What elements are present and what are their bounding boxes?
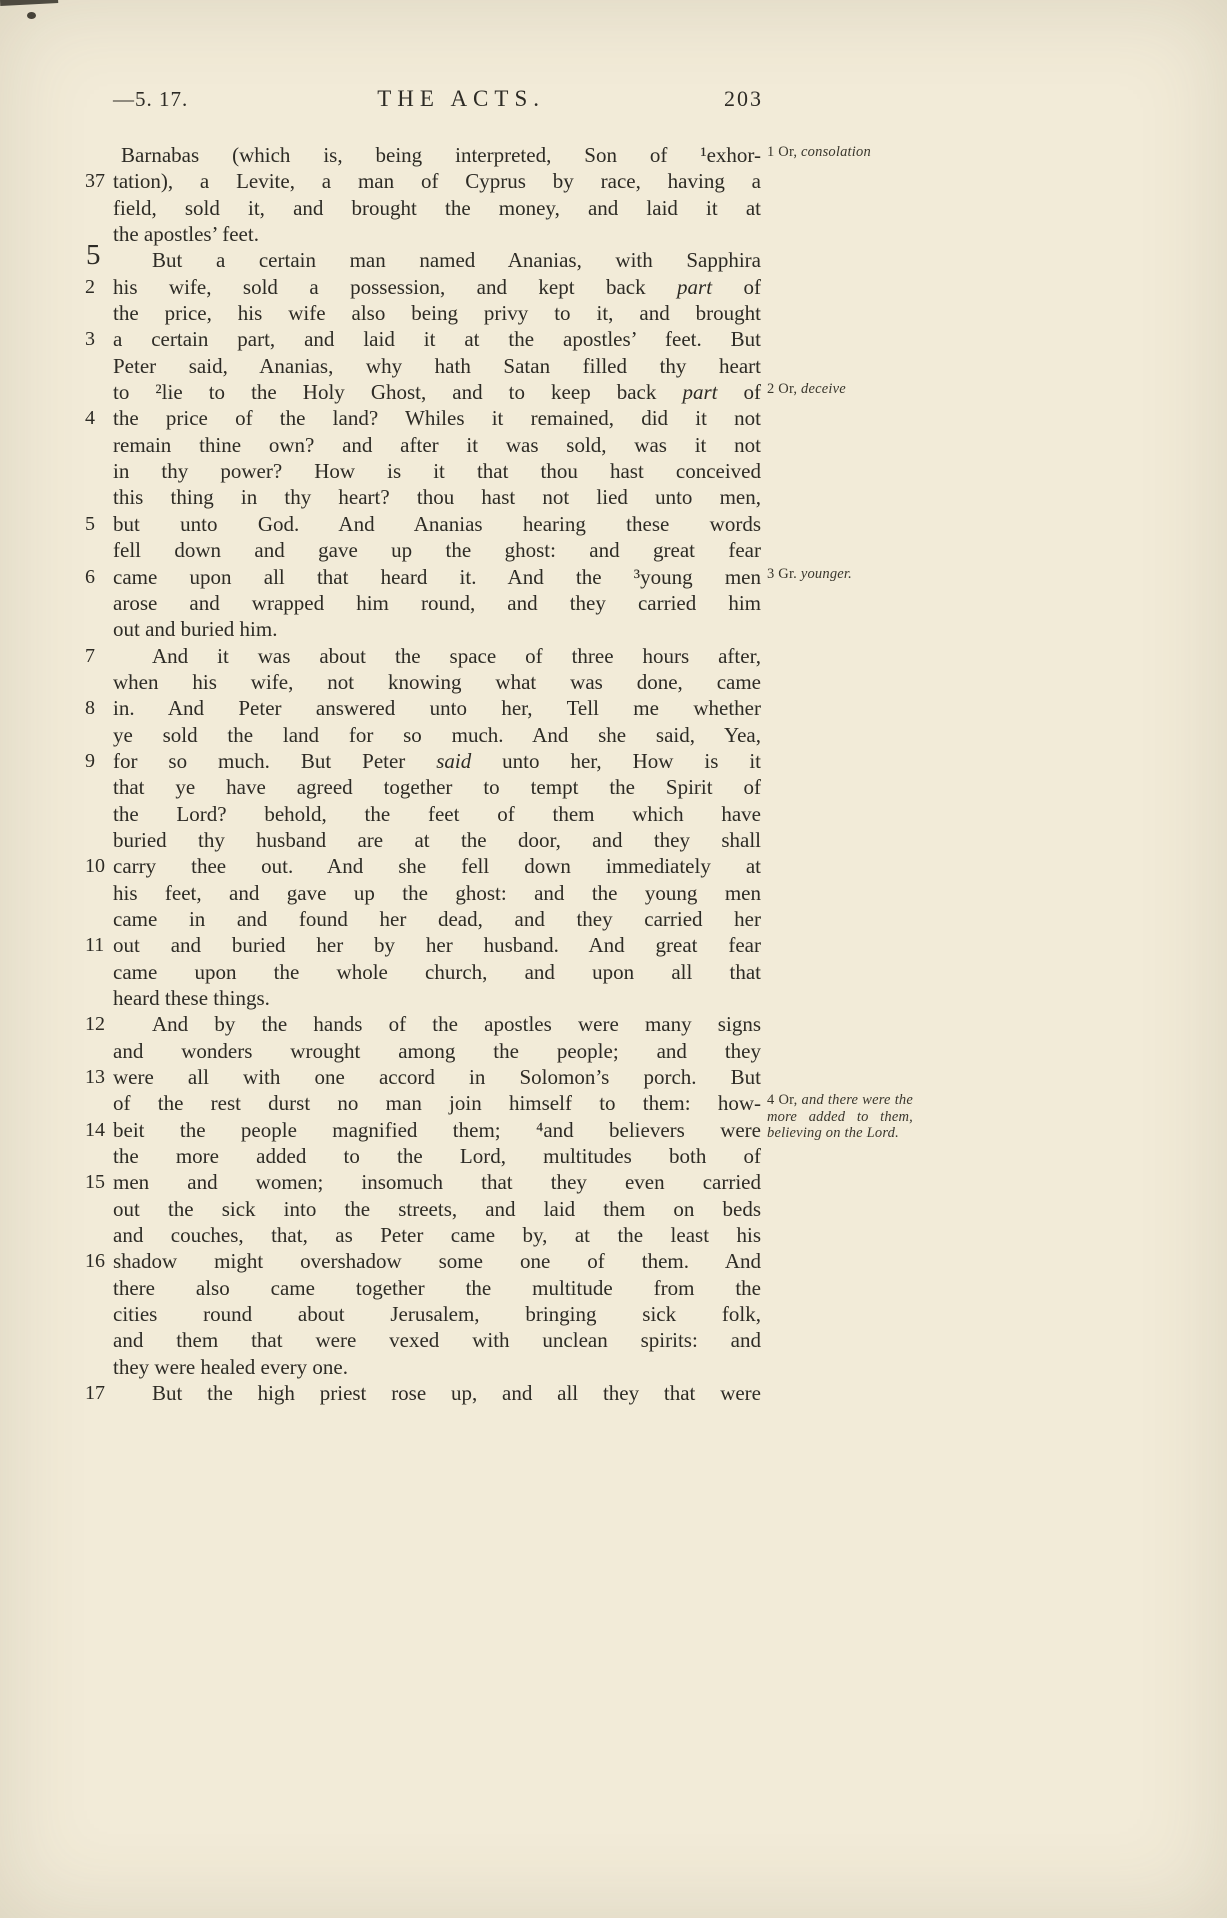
line-text: But the high priest rose up, and all they that were [152,1381,761,1406]
text-line [85,1301,761,1327]
line-text: to ²lie to the Holy Ghost, and to keep back part of [113,380,761,405]
chapter-number: 5 [86,239,101,272]
verse-number: 8 [85,697,95,720]
text-line [85,239,761,273]
text-line [85,827,761,853]
line-text: cities round about Jerusalem, bringing sick folk, [113,1302,761,1327]
line-text: arose and wrapped him round, and they carried him [113,590,761,615]
text-line [85,1380,761,1406]
line-text: and couches, that, as Peter came by, at the least his [113,1223,761,1248]
line-text: in thy power? How is it that thou hast conceived [113,459,761,484]
header-page-number: 203 [723,86,763,111]
text-line [85,906,761,932]
text-line [85,1011,761,1037]
line-text: ye sold the land for so much. And she said, Yea, [113,722,761,747]
text-line [85,880,761,906]
line-text: came upon all that heard it. And the ³young men [113,564,761,589]
line-text: came in and found her dead, and they carried her [113,906,761,931]
margin-note: 4 Or, and there were the more added to them, believing on the Lord. [767,1092,914,1142]
line-text: the Lord? behold, the feet of them which have [113,801,761,826]
verse-number: 5 [85,512,95,535]
margin-note: 3 Gr. younger. [767,565,852,582]
text-line [85,774,761,800]
text-line [85,959,761,985]
text-line [85,1222,761,1248]
line-text: the price, his wife also being privy to it, and brought [113,301,761,326]
text-line [85,142,871,168]
page-header [113,86,763,112]
text-line [85,1248,761,1274]
line-text: but unto God. And Ananias hearing these words [113,511,761,536]
line-text: field, sold it, and brought the money, and laid it at [113,195,761,220]
line-text: out the sick into the streets, and laid them on beds [113,1196,761,1221]
text-line [85,669,761,695]
text-line [85,564,852,590]
header-book-title: THE ACTS. [377,86,545,111]
line-text: out and buried her by her husband. And great fear [113,933,761,958]
text-line [85,432,761,458]
text-line [85,1064,761,1090]
verse-number: 3 [85,328,95,351]
text-line [85,722,761,748]
line-text: But a certain man named Ananias, with Sapphira [152,248,761,273]
line-text: fell down and gave up the ghost: and great fear [113,538,761,563]
verse-number: 4 [85,407,95,430]
line-text: the price of the land? Whiles it remained, did it not [113,406,761,431]
text-line [85,1038,761,1064]
text-line [85,168,761,194]
margin-note: 1 Or, consolation [767,144,871,160]
text-line [85,801,761,827]
text-line [85,853,761,879]
verse-number: 16 [85,1250,105,1273]
verse-number: 12 [85,1013,105,1036]
text-line [85,1196,761,1222]
text-line [85,195,761,221]
text-line [85,590,761,616]
text-line [85,1143,761,1169]
margin-note: 2 Or, deceive [767,381,846,398]
text-line [85,221,761,247]
text-line [85,985,761,1011]
header-verse-range: —5. 17. [113,87,189,111]
text-line [85,326,761,352]
text-line [85,1275,761,1301]
text-line [85,300,761,326]
text-line [85,353,761,379]
line-text: a certain part, and laid it at the apostles’ feet. But [113,327,761,352]
verse-number: 9 [85,749,95,772]
line-text: the apostles’ feet. [113,222,259,247]
line-text: came upon the whole church, and upon all that [113,959,761,984]
line-text: the more added to the Lord, multitudes both of [113,1144,761,1169]
line-text: Peter said, Ananias, why hath Satan filled thy heart [113,353,761,378]
text-line [85,695,761,721]
line-text: this thing in thy heart? thou hast not lied unto men, [113,485,761,510]
line-text: of the rest durst no man join himself to them: how- [113,1091,761,1116]
text-line [85,1327,761,1353]
text-line [85,1354,761,1380]
line-text: shadow might overshadow some one of them. And [113,1249,761,1274]
verse-number: 6 [85,565,95,588]
text-line [85,616,761,642]
line-text: Barnabas (which is, being interpreted, Son of ¹exhor- [121,143,761,167]
text-line [85,379,846,405]
line-text: heard these things. [113,986,270,1010]
line-text: for so much. But Peter said unto her, How is it [113,748,761,773]
verse-number: 14 [85,1118,105,1141]
line-text: carry thee out. And she fell down immediately at [113,854,761,879]
line-text: buried thy husband are at the door, and they shall [113,827,761,852]
line-text: out and buried him. [113,617,278,642]
text-line [85,405,761,431]
line-text: men and women; insomuch that they even carried [113,1170,761,1195]
line-text: they were healed every one. [113,1354,348,1379]
line-text: and wonders wrought among the people; and they [113,1038,761,1063]
verse-number: 17 [85,1382,105,1405]
line-text: that ye have agreed together to tempt the Spirit of [113,775,761,800]
line-text: his feet, and gave up the ghost: and the young men [113,880,761,905]
text-line [85,484,761,510]
line-text: in. And Peter answered unto her, Tell me whether [113,696,761,721]
line-text: And by the hands of the apostles were many signs [152,1012,761,1037]
text-line [85,932,761,958]
verse-number: 15 [85,1171,105,1194]
text-line [85,643,761,669]
line-text: there also came together the multitude from the [113,1275,761,1300]
verse-number: 13 [85,1066,105,1089]
text-line [85,1169,761,1195]
line-text: his wife, sold a possession, and kept back part of [113,274,761,299]
verse-number: 2 [85,275,95,298]
text-line [85,748,761,774]
text-line [85,458,761,484]
text-line [85,511,761,537]
line-text: remain thine own? and after it was sold, was it not [113,432,761,457]
line-text: beit the people magnified them; ⁴and believers were [113,1117,761,1142]
scripture-text-block [85,142,914,1407]
line-text: and them that were vexed with unclean spirits: and [113,1328,761,1353]
verse-number: 7 [85,644,95,667]
verse-number: 10 [85,855,105,878]
text-line [85,274,761,300]
line-text: when his wife, not knowing what was done, came [113,669,761,694]
text-line [85,537,761,563]
scan-corner-artifact [0,0,70,30]
line-text: tation), a Levite, a man of Cyprus by race, having a [113,169,761,194]
verse-number: 37 [85,170,105,193]
line-text: And it was about the space of three hours after, [152,643,761,668]
line-text: were all with one accord in Solomon’s porch. But [113,1065,761,1090]
text-line [85,1117,761,1143]
verse-number: 11 [85,934,105,957]
